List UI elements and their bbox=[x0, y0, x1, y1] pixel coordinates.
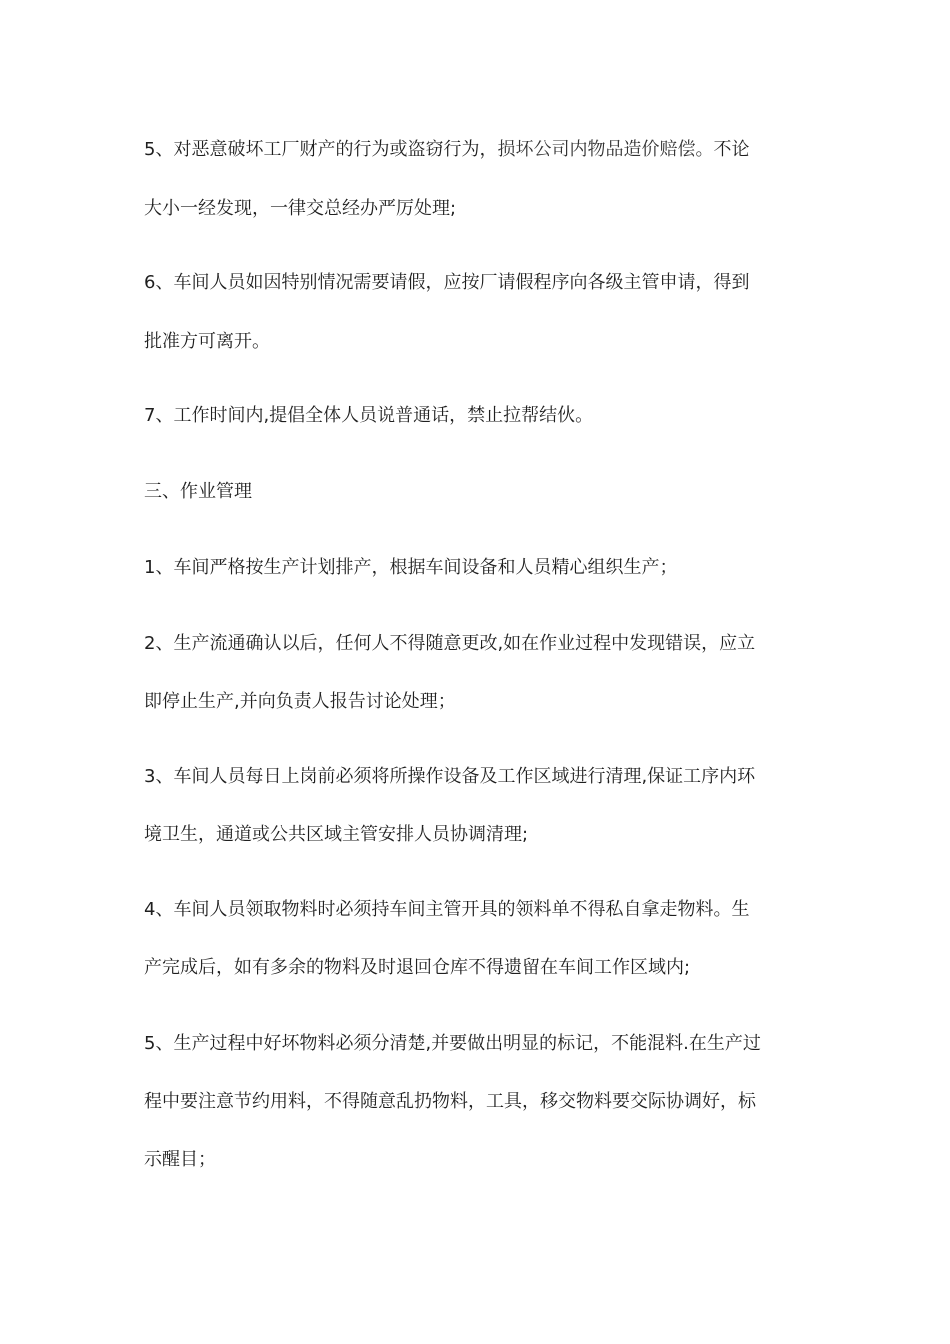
item6-line1: 6、车间人员如因特别情况需要请假，应按厂请假程序向各级主管申请，得到 bbox=[144, 272, 750, 293]
section3-item5-line1: 5、生产过程中好坏物料必须分清楚,并要做出明显的标记，不能混料.在生产过 bbox=[144, 1033, 761, 1054]
section3-item5-line2: 程中要注意节约用料，不得随意乱扔物料，工具，移交物料要交际协调好，标 bbox=[144, 1091, 756, 1112]
section3-item2-line2: 即停止生产,并向负责人报告讨论处理； bbox=[144, 691, 456, 712]
section3-item2-line1: 2、生产流通确认以后，任何人不得随意更改,如在作业过程中发现错误，应立 bbox=[144, 633, 756, 654]
item5-line1 bbox=[144, 138, 749, 162]
item6-line2: 批准方可离开。 bbox=[144, 331, 270, 352]
section3-item1: 1、车间严格按生产计划排产，根据车间设备和人员精心组织生产； bbox=[144, 557, 678, 578]
item5-line1-part-b: 损坏公司内物品造价赔偿。 bbox=[497, 139, 714, 160]
item5-line2: 大小一经发现，一律交总经办严厉处理; bbox=[144, 198, 457, 219]
item5-line1-part-c: 不论 bbox=[713, 139, 750, 160]
item7-line1: 7、工作时间内,提倡全体人员说普通话，禁止拉帮结伙。 bbox=[144, 405, 594, 426]
section3-item5-line3: 示醒目； bbox=[144, 1149, 216, 1170]
section3-item4-line1: 4、车间人员领取物料时必须持车间主管开具的领料单不得私自拿走物料。生 bbox=[144, 899, 750, 920]
section3-item3-line1: 3、车间人员每日上岗前必须将所操作设备及工作区域进行清理,保证工序内环 bbox=[144, 766, 756, 787]
section3-item3-line2: 境卫生，通道或公共区域主管安排人员协调清理; bbox=[144, 824, 529, 845]
section-heading: 三、作业管理 bbox=[144, 481, 252, 502]
section3-item4-line2: 产完成后，如有多余的物料及时退回仓库不得遗留在车间工作区域内; bbox=[144, 957, 691, 978]
item5-line1-part-a: 5、对恶意破坏工厂财产的行为或盗窃行为， bbox=[144, 139, 498, 160]
